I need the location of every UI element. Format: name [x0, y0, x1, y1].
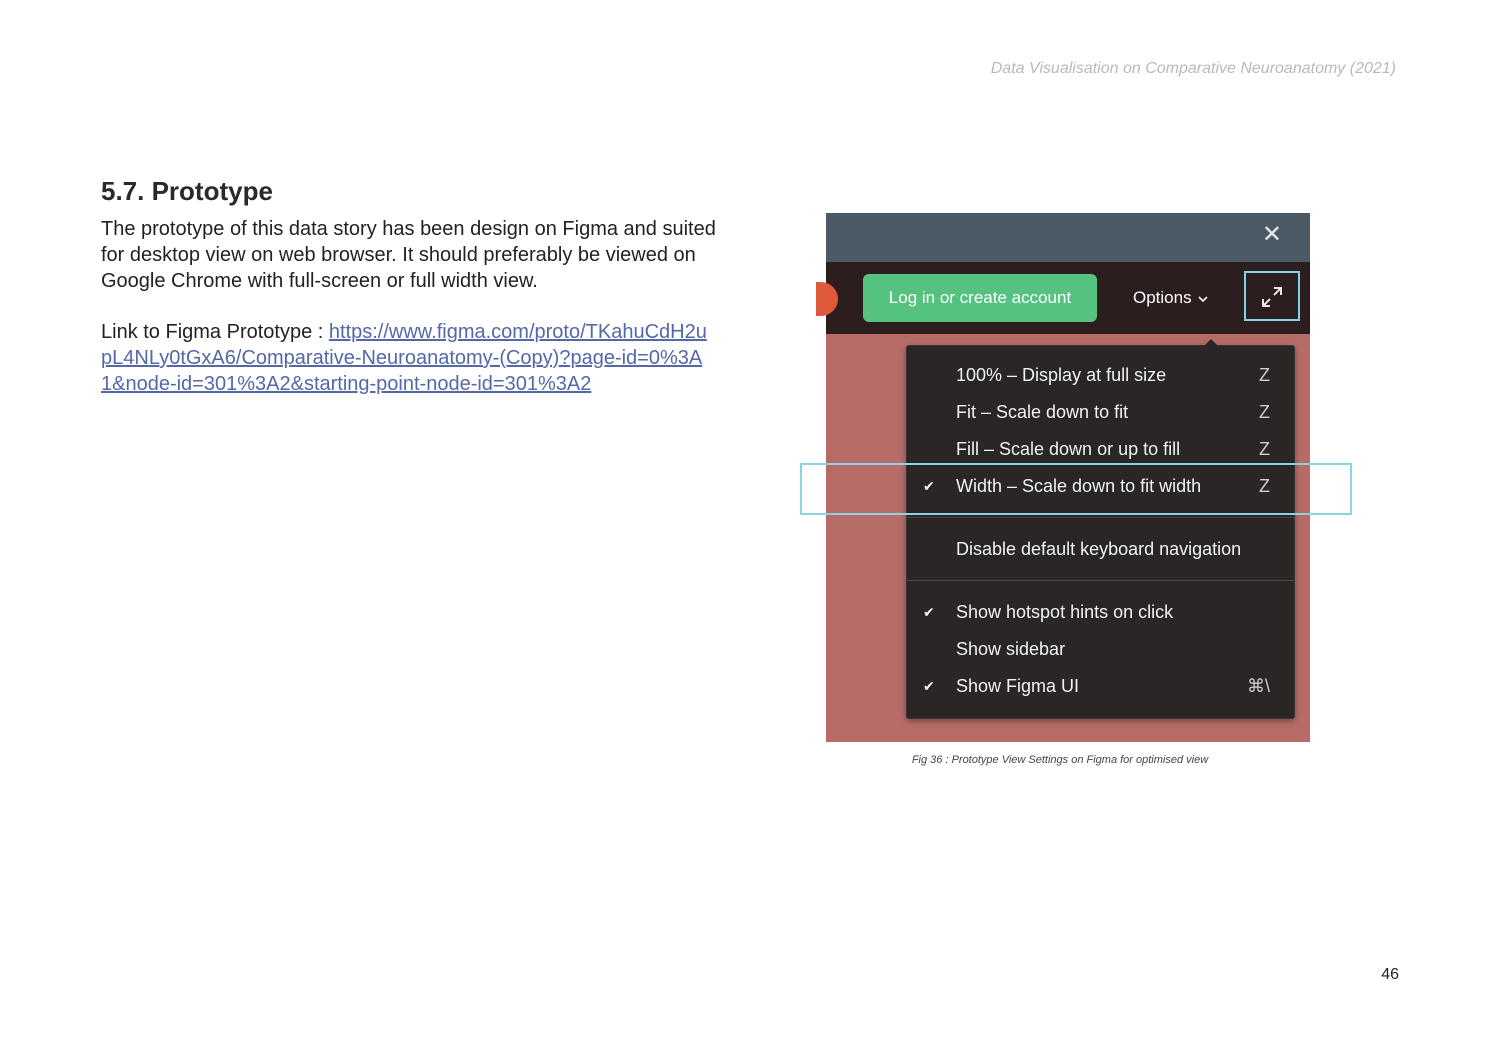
section-title: 5.7. Prototype — [101, 176, 273, 206]
menu-item-shortcut: Z — [1259, 439, 1270, 459]
menu-divider — [907, 517, 1294, 518]
check-icon: ✔ — [923, 478, 935, 494]
page-number: 46 — [1381, 966, 1399, 983]
menu-caret — [1203, 339, 1219, 347]
menu-item-shortcut: Z — [1259, 365, 1270, 385]
menu-item-show-sidebar[interactable] — [907, 631, 1294, 668]
menu-item-shortcut: ⌘\ — [1246, 676, 1270, 696]
avatar — [816, 282, 838, 316]
menu-item-label: 100% – Display at full size — [956, 365, 1167, 385]
menu-item-shortcut: Z — [1259, 476, 1270, 496]
menu-item-shortcut: Z — [1259, 402, 1270, 422]
prototype-link-paragraph — [101, 319, 711, 397]
link-label: Link to Figma Prototype : — [101, 321, 329, 343]
options-label: Options — [1133, 288, 1192, 307]
chevron-down-icon — [1198, 275, 1208, 323]
menu-item-label: Width – Scale down to fit width — [956, 476, 1202, 496]
menu-item-label: Show sidebar — [956, 639, 1066, 659]
login-button[interactable]: Log in or create account — [863, 274, 1097, 322]
check-icon: ✔ — [923, 678, 935, 694]
menu-item-fit[interactable] — [907, 394, 1294, 431]
menu-item-label: Fill – Scale down or up to fill — [956, 439, 1181, 459]
figma-prototype-link[interactable]: https://www.figma.com/proto/TKahuCdH2upL4NLy0tGxA6/Comparative-Neuroanatomy-(Copy)?page-id=0%3A1&node-id=301%3A2&starting-point-node-id=301%3A2 — [101, 321, 707, 395]
menu-item-label: Fit – Scale down to fit — [956, 402, 1129, 422]
expand-button[interactable] — [1244, 271, 1300, 321]
menu-item-hotspot-hints[interactable] — [907, 594, 1294, 631]
menu-item-display-full-size[interactable] — [907, 357, 1294, 394]
menu-item-show-figma-ui[interactable] — [907, 668, 1294, 705]
menu-item-label: Show hotspot hints on click — [956, 602, 1174, 622]
figure-toolbar — [826, 262, 1310, 334]
figure-top-bar — [826, 213, 1310, 262]
body-paragraph: The prototype of this data story has been design on Figma and suited for desktop view on web browser. It should preferably be viewed on Google Chrome with full-screen or full width view. — [101, 218, 716, 292]
check-icon: ✔ — [923, 604, 935, 620]
expand-icon — [1260, 285, 1284, 309]
width-option-highlight — [800, 463, 1352, 515]
close-icon[interactable]: ✕ — [1261, 221, 1282, 248]
running-header: Data Visualisation on Comparative Neuroanatomy (2021) — [990, 60, 1396, 77]
options-dropdown[interactable] — [1133, 274, 1208, 322]
menu-item-label: Disable default keyboard navigation — [956, 539, 1242, 559]
menu-item-label: Show Figma UI — [956, 676, 1080, 696]
view-options-menu — [906, 345, 1295, 719]
menu-divider — [907, 580, 1294, 581]
menu-item-disable-keyboard-nav[interactable] — [907, 531, 1294, 568]
figure-caption: Fig 36 : Prototype View Settings on Figma for optimised view — [911, 754, 1209, 766]
